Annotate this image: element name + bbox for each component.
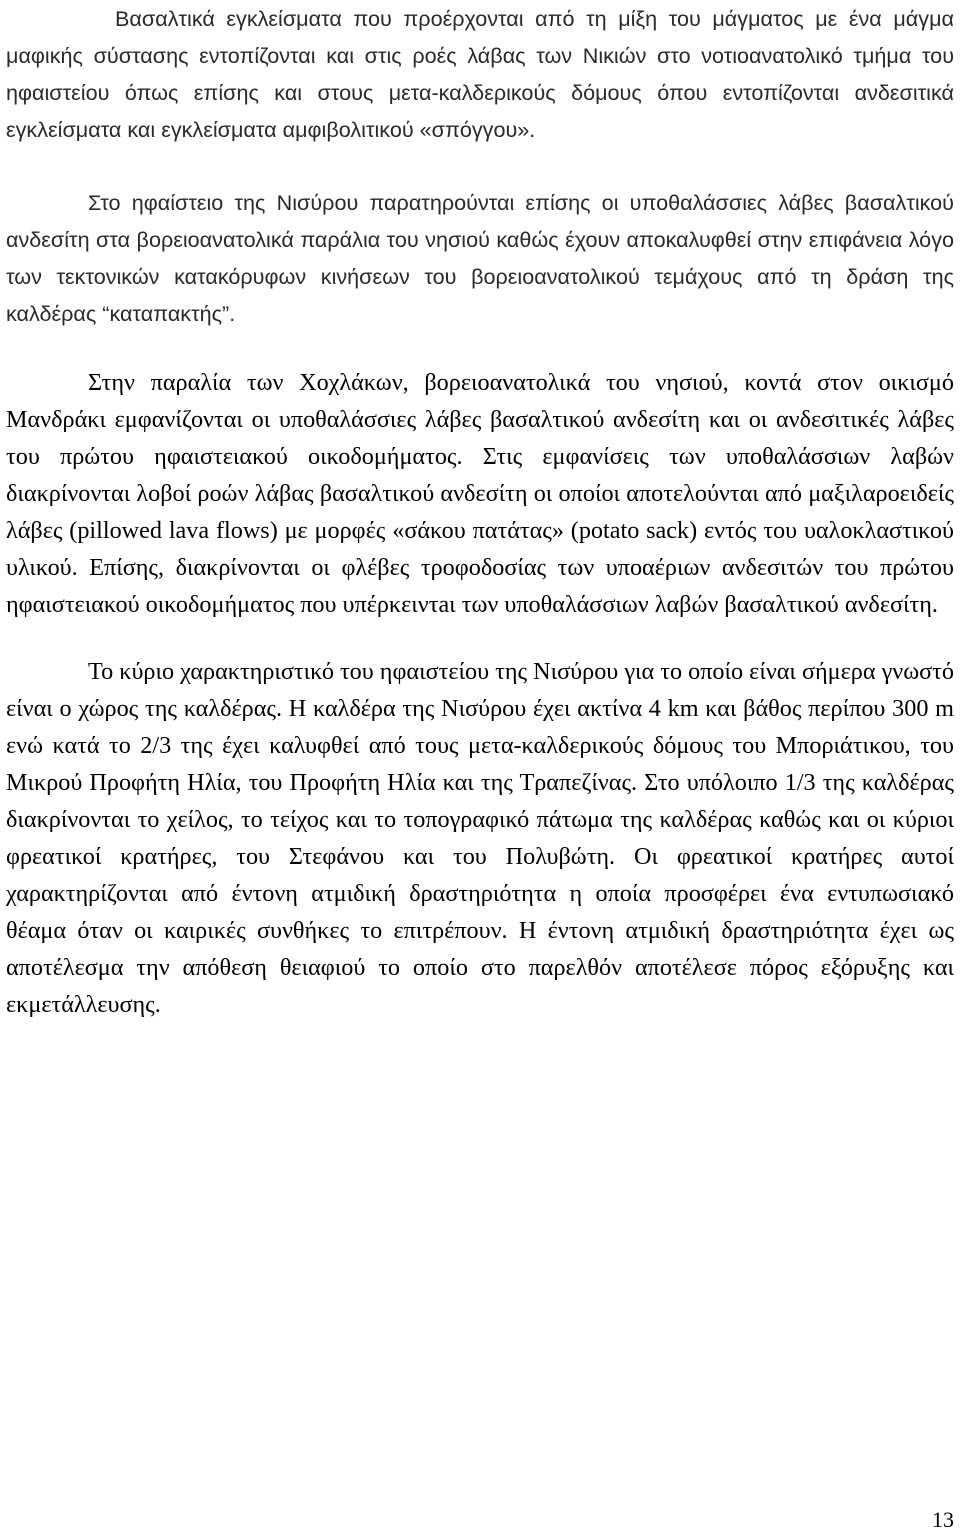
paragraph-3: Στην παραλία των Χοχλάκων, βορειοανατολικά του νησιού, κοντά στον οικισμό Μανδράκι εμφανίζονται οι υποθαλάσσιες λάβες βασαλτικού ανδεσίτη και οι ανδεσιτικές λάβες του πρώτου ηφαιστειακού οικοδομήματος. Στις εμφανίσεις των υποθαλάσσιων λαβών διακρίνονται λοβοί ροών λάβας βασαλτικού ανδεσίτη οι οποίοι αποτελούνται από μαξιλαροειδείς λάβες (pillowed lava flows) με μορφές «σάκου πατάτας» (potato sack) εντός του υαλοκλαστικού υλικού. Επίσης, διακρίνονται οι φλέβες τροφοδοσίας των υποαέριων ανδεσιτών του πρώτου ηφαιστειακού οικοδομήματος που υπέρκειντaι των υποθαλάσσιων λαβών βασαλτικού ανδεσίτη. xyxy=(6,369,954,618)
paragraph-1: Βασαλτικά εγκλείσματα που προέρχονται από τη μίξη του μάγματος με ένα μάγμα μαφικής σύστασης εντοπίζονται και στις ροές λάβας των Νικιών στο νοτιοανατολικό τμήμα του ηφαιστείου όπως επίσης και στους μετα-καλδερικούς δόμους όπου εντοπίζονται ανδεσιτικά εγκλείσματα και εγκλείσματα αμφιβολιτικού «σπόγγου». xyxy=(6,6,954,142)
page-number: 13 xyxy=(932,1507,954,1532)
paragraph-4: Το κύριο χαρακτηριστικό του ηφαιστείου της Νισύρου για το οποίο είναι σήμερα γνωστό είναι ο χώρος της καλδέρας. Η καλδέρα της Νισύρου έχει ακτίνα 4 km και βάθος περίπου 300 m ενώ κατά το 2/3 της έχει καλυφθεί από τους μετα-καλδερικούς δόμους του Μποριάτικου, του Μικρού Προφήτη Ηλία, του Προφήτη Ηλία και της Τραπεζίνας. Στο υπόλοιπο 1/3 της καλδέρας διακρίνονται το χείλος, το τείχος και το τοπογραφικό πάτωμα της καλδέρας καθώς και οι κύριοι φρεατικοί κρατήρες, του Στεφάνου και του Πολυβώτη. Οι φρεατικοί κρατήρες αυτοί χαρακτηρίζονται από έντονη ατμιδική δραστηριότητα η οποία προσφέρει ένα εντυπωσιακό θέαμα όταν οι καιρικές συνθήκες το επιτρέπουν. Η έντονη ατμιδική δραστηριότητα έχει ως αποτέλεσμα την απόθεση θειαφιού το οποίο στο παρελθόν αποτέλεσε πόρος εξόρυξης και εκμετάλλευσης. xyxy=(6,658,954,1018)
paragraph-2: Στο ηφαίστειο της Νισύρου παρατηρούνται επίσης οι υποθαλάσσιες λάβες βασαλτικού ανδεσίτη στα βορειοανατολικά παράλια του νησιού καθώς έχουν αποκαλυφθεί στην επιφάνεια λόγο των τεκτονικών κατακόρυφων κινήσεων του βορειοανατολικού τεμάχους από τη δράση της καλδέρας “καταπακτής”. xyxy=(6,190,954,326)
document-page xyxy=(6,0,954,1023)
